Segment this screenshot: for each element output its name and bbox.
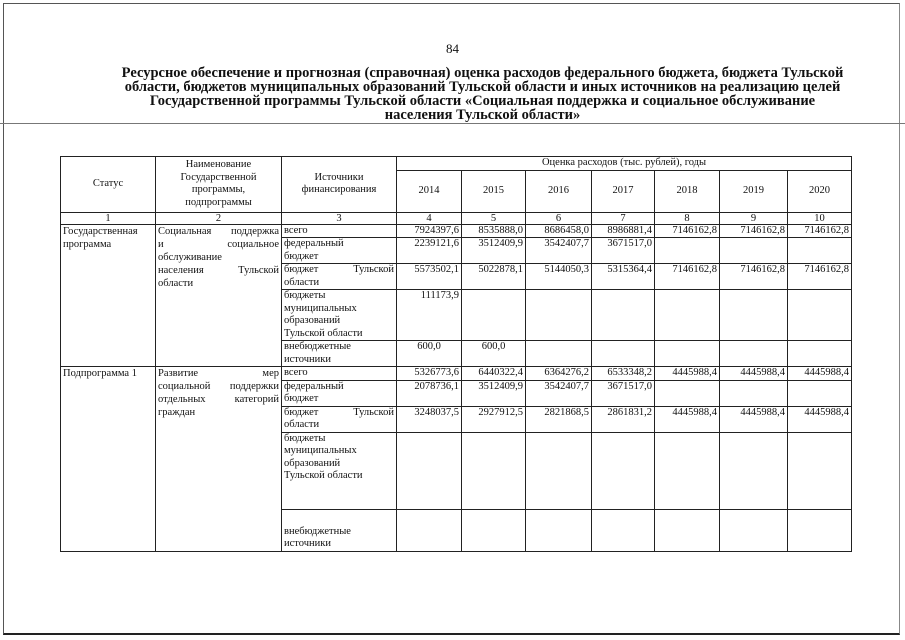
table-row [61,367,852,381]
source-line: бюджет [284,250,319,262]
value-cell [788,432,852,509]
program-name-line: Развитие мер [158,368,279,379]
program-name-cell [156,367,282,552]
value-cell: 3671517,0 [592,380,655,406]
value-cell [720,290,788,341]
value-cell [592,432,655,509]
source-cell [282,290,397,341]
value-cell [526,432,592,509]
value-cell [788,509,852,551]
value-cell: 6533348,2 [592,367,655,381]
value-cell [720,238,788,264]
budget-table [60,156,852,552]
source-cell [282,238,397,264]
header-year: 2014 [397,170,462,212]
source-cell [282,380,397,406]
value-cell [526,509,592,551]
header-year: 2015 [462,170,526,212]
value-cell: 3512409,9 [462,380,526,406]
value-cell [397,509,462,551]
header-program-name [156,157,282,213]
source-line: источники [284,353,331,365]
header-year: 2016 [526,170,592,212]
value-cell: 7146162,8 [655,224,720,238]
value-cell [720,380,788,406]
column-number: 10 [788,212,852,224]
value-cell: 7146162,8 [720,264,788,290]
value-cell [592,341,655,367]
header-status: Статус [61,157,156,213]
value-cell [788,290,852,341]
value-cell [397,432,462,509]
value-cell [655,432,720,509]
value-cell: 7146162,8 [788,224,852,238]
value-cell: 4445988,4 [788,367,852,381]
value-cell [655,509,720,551]
source-line: федеральный [284,238,344,249]
title-line: области, бюджетов муниципальных образований Тульской области и иных источников на реализацию целей [124,79,841,95]
status-cell [61,367,156,552]
title-separator [0,123,905,124]
value-cell [720,509,788,551]
value-cell: 4445988,4 [720,367,788,381]
header-year: 2020 [788,170,852,212]
value-cell: 4445988,4 [720,406,788,432]
value-cell: 111173,9 [397,290,462,341]
value-cell: 5315364,4 [592,264,655,290]
header-name-line: программы, [191,184,246,196]
source-cell [282,341,397,367]
column-number: 9 [720,212,788,224]
source-cell [282,264,397,290]
value-cell: 2861831,2 [592,406,655,432]
source-line: бюджеты [284,432,326,444]
value-cell [592,509,655,551]
value-cell: 8686458,0 [526,224,592,238]
source-line: бюджет Тульской [284,264,394,275]
header-estimate: Оценка расходов (тыс. рублей), годы [397,157,852,171]
value-cell: 2239121,6 [397,238,462,264]
value-cell [788,380,852,406]
value-cell: 4445988,4 [655,406,720,432]
value-cell: 8535888,0 [462,224,526,238]
value-cell: 7924397,6 [397,224,462,238]
value-cell [655,341,720,367]
source-line: бюджет Тульской [284,406,394,418]
status-line: Государственная [63,225,138,237]
value-cell [655,290,720,341]
column-number: 4 [397,212,462,224]
program-name-line: граждан [158,407,196,418]
source-cell [282,509,397,551]
value-cell: 600,0 [397,341,462,367]
value-cell: 4445988,4 [655,367,720,381]
source-line: Тульской области [284,470,363,481]
value-cell: 3671517,0 [592,238,655,264]
header-year: 2019 [720,170,788,212]
header-name-line: подпрограммы [185,196,252,208]
header-name-line: Государственной [180,171,257,183]
value-cell [462,290,526,341]
column-number: 5 [462,212,526,224]
source-cell [282,432,397,509]
status-line: программа [63,238,112,250]
value-cell: 3542407,7 [526,238,592,264]
source-line: внебюджетные [284,525,351,537]
value-cell: 7146162,8 [720,224,788,238]
value-cell [462,432,526,509]
value-cell [720,341,788,367]
value-cell: 2927912,5 [462,406,526,432]
column-number: 6 [526,212,592,224]
source-cell [282,224,397,238]
value-cell: 6440322,4 [462,367,526,381]
value-cell: 5144050,3 [526,264,592,290]
source-line: образований [284,315,341,326]
program-name-line: социальной поддержки [158,381,279,392]
value-cell: 8986881,4 [592,224,655,238]
value-cell: 7146162,8 [655,264,720,290]
value-cell [788,341,852,367]
program-name-line: обслуживание [158,251,222,263]
status-line: Подпрограмма 1 [63,368,137,379]
source-line: всего [284,367,308,378]
header-name-line: Наименование [185,159,252,171]
value-cell [526,341,592,367]
source-line: Тульской области [284,327,363,339]
value-cell: 2821868,5 [526,406,592,432]
header-source-line: Источники [314,171,364,183]
source-line: источники [284,538,331,549]
value-cell [592,290,655,341]
program-name-cell [156,224,282,367]
value-cell: 600,0 [462,341,526,367]
source-line: всего [284,224,308,236]
page-number: 84 [446,41,459,56]
source-line: федеральный [284,380,344,392]
value-cell [788,238,852,264]
value-cell [655,238,720,264]
program-name-line: населения Тульской [158,264,279,276]
source-line: муниципальных [284,302,357,314]
value-cell: 3248037,5 [397,406,462,432]
value-cell [526,290,592,341]
source-cell [282,367,397,381]
value-cell: 5022878,1 [462,264,526,290]
value-cell: 4445988,4 [788,406,852,432]
value-cell [462,509,526,551]
status-cell [61,224,156,367]
value-cell: 3542407,7 [526,380,592,406]
header-funding-source [282,157,397,213]
title-line: населения Тульской области» [384,107,581,123]
column-number: 2 [156,212,282,224]
column-number: 7 [592,212,655,224]
source-line: области [284,276,320,288]
value-cell: 7146162,8 [788,264,852,290]
header-year: 2017 [592,170,655,212]
source-line: муниципальных [284,445,357,456]
source-line: внебюджетные [284,341,351,352]
program-name-line: Социальная поддержка [158,225,279,237]
value-cell: 5573502,1 [397,264,462,290]
program-name-line: области [158,277,194,289]
column-number: 3 [282,212,397,224]
column-number-row [61,212,852,224]
table-row [61,224,852,238]
column-number: 8 [655,212,720,224]
source-cell [282,406,397,432]
value-cell: 3512409,9 [462,238,526,264]
source-line: образований [284,457,341,469]
value-cell [720,432,788,509]
header-source-line: финансирования [301,184,377,196]
source-line: области [284,419,320,430]
document-title [60,66,905,122]
title-line: Государственной программы Тульской области «Социальная поддержка и социальное обслуживание [149,93,816,109]
column-number: 1 [61,212,156,224]
title-line: Ресурсное обеспечение и прогнозная (справочная) оценка расходов федерального бюджета, бюджета Тульской [121,65,844,81]
value-cell [655,380,720,406]
header-year: 2018 [655,170,720,212]
value-cell: 2078736,1 [397,380,462,406]
program-name-line: и социальное [158,238,279,250]
program-name-line: отдельных категорий [158,394,279,405]
value-cell: 5326773,6 [397,367,462,381]
value-cell: 6364276,2 [526,367,592,381]
source-line: бюджеты [284,290,326,301]
source-line: бюджет [284,393,319,404]
